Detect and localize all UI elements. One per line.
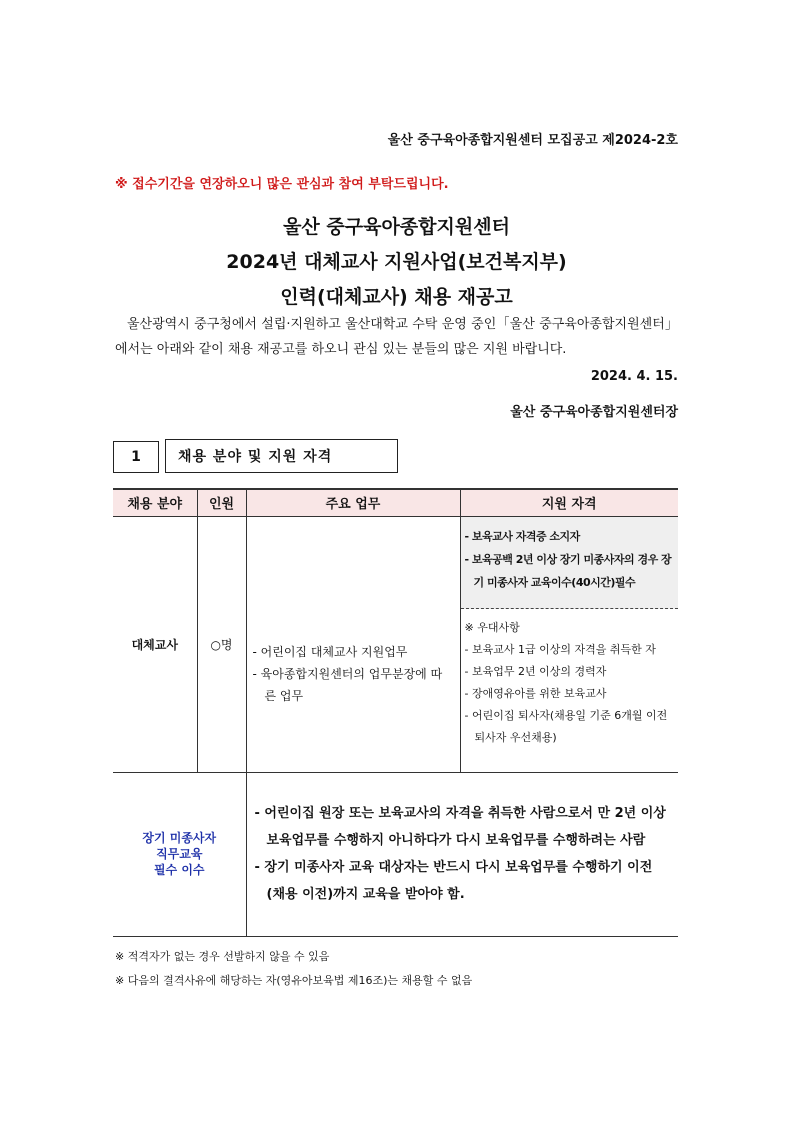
table-row — [113, 516, 678, 772]
preferences-box — [461, 609, 679, 759]
preference-title: ※ 우대사항 — [464, 620, 520, 634]
note-item: ※ 다음의 결격사유에 해당하는 자(영유아보육법 제16조)는 채용할 수 없음 — [115, 974, 473, 987]
recruit-table — [113, 488, 678, 937]
duties-cell — [246, 516, 460, 772]
title-center: 울산 중구육아종합지원센터 — [283, 216, 510, 238]
preference-item: - 보육교사 1급 이상의 자격을 취득한 자 — [464, 642, 656, 656]
preference-item: - 어린이집 퇴사자(채용일 기준 6개월 이전 퇴사자 우선채용) — [464, 708, 668, 744]
section-number: 1 — [113, 441, 159, 473]
training-item: - 장기 미종사자 교육 대상자는 반드시 다시 보육업무를 수행하기 이전(채용 이전)까지 교육을 받아야 함. — [254, 860, 653, 902]
field-cell: 대체교사 — [113, 516, 197, 772]
training-content-cell — [246, 772, 678, 936]
title-program: 2024년 대체교사 지원사업(보건복지부) — [226, 251, 567, 273]
count-cell: ○명 — [197, 516, 246, 772]
table-row — [113, 772, 678, 936]
requirement-item: - 보육교사 자격증 소지자 — [464, 529, 580, 543]
header-qualifications: 지원 자격 — [460, 489, 678, 516]
section-title: 채용 분야 및 지원 자격 — [165, 439, 398, 473]
training-label-line: 장기 미종사자 — [142, 831, 217, 845]
duty-item: - 육아종합지원센터의 업무분장에 따른 업무 — [252, 667, 443, 703]
intro-paragraph: 울산광역시 중구청에서 설립·지원하고 울산대학교 수탁 운영 중인「울산 중구육아종합지원센터」에서는 아래와 같이 채용 재공고를 하오니 관심 있는 분들의 많은 지원 바랍니다. — [115, 317, 678, 357]
duty-item: - 어린이집 대체교사 지원업무 — [252, 645, 408, 659]
table-header-row — [113, 489, 678, 516]
qualifications-cell — [460, 516, 678, 772]
requirement-item: - 보육공백 2년 이상 장기 미종사자의 경우 장기 미종사자 교육이수(40시간)필수 — [464, 552, 672, 589]
note-item: ※ 적격자가 없는 경우 선발하지 않을 수 있음 — [115, 950, 330, 963]
training-label-cell — [113, 772, 246, 936]
director-signature: 울산 중구육아종합지원센터장 — [510, 405, 678, 420]
header-field: 채용 분야 — [113, 489, 197, 516]
header-duties: 주요 업무 — [246, 489, 460, 516]
notice-date: 2024. 4. 15. — [590, 369, 678, 384]
header-count: 인원 — [197, 489, 246, 516]
requirements-box — [461, 517, 679, 609]
preference-item: - 보육업무 2년 이상의 경력자 — [464, 664, 607, 678]
title-recruit: 인력(대체교사) 채용 재공고 — [280, 286, 513, 308]
notice-number: 울산 중구육아종합지원센터 모집공고 제2024-2호 — [387, 133, 678, 148]
extension-notice: ※ 접수기간을 연장하오니 많은 관심과 참여 부탁드립니다. — [115, 177, 449, 192]
preference-item: - 장애영유아를 위한 보육교사 — [464, 686, 607, 700]
training-label-line: 직무교육 — [156, 847, 203, 861]
training-label-line: 필수 이수 — [153, 863, 205, 877]
training-item: - 어린이집 원장 또는 보육교사의 자격을 취득한 사람으로서 만 2년 이상 보육업무를 수행하지 아니하다가 다시 보육업무를 수행하려는 사람 — [254, 806, 666, 848]
